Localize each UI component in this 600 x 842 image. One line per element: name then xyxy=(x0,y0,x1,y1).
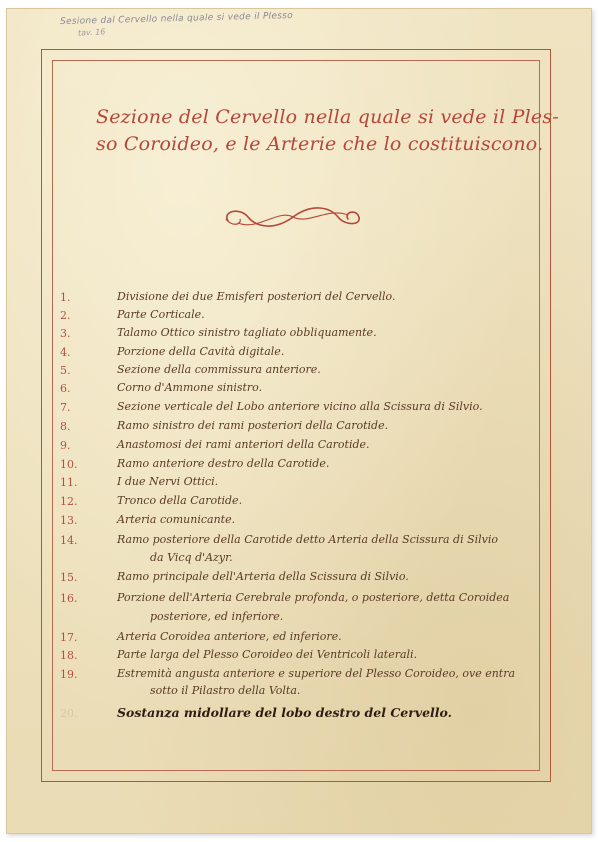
legend-item-text: Ramo posteriore della Carotide detto Arteria della Scissura di Silvio xyxy=(117,533,499,546)
legend-number: 2. xyxy=(60,309,71,322)
legend-item-text: Corno d'Ammone sinistro. xyxy=(117,381,263,394)
legend-item-text: Sezione verticale del Lobo anteriore vicino alla Scissura di Silvio. xyxy=(117,400,483,413)
legend-item-text: Ramo principale dell'Arteria della Scissura di Silvio. xyxy=(117,570,409,583)
legend-number: 12. xyxy=(60,495,78,508)
legend-item-continuation: da Vicq d'Azyr. xyxy=(150,551,233,564)
legend-number: 14. xyxy=(60,534,78,547)
pencil-annotation: Sesione dal Cervello nella quale si vede il Plesso xyxy=(59,10,294,28)
legend-item-text: Anastomosi dei rami anteriori della Carotide. xyxy=(117,438,370,451)
legend-number: 1. xyxy=(60,291,71,304)
legend-number: 8. xyxy=(60,420,71,433)
legend-item-continuation: sotto il Pilastro della Volta. xyxy=(150,684,301,697)
pencil-annotation-sub: tav. 16 xyxy=(77,27,106,38)
title-line-2: so Coroideo, e le Arterie che lo costituiscono. xyxy=(96,133,544,155)
legend-item-text: Ramo sinistro dei rami posteriori della Carotide. xyxy=(117,419,389,432)
legend-item-text: Estremità angusta anteriore e superiore del Plesso Coroideo, ove entra xyxy=(117,667,516,680)
legend-item-text: Sezione della commissura anteriore. xyxy=(117,363,321,376)
legend-number: 4. xyxy=(60,346,71,359)
legend-item-text: Divisione dei due Emisferi posteriori del Cervello. xyxy=(117,290,396,303)
legend-item-text: Arteria comunicante. xyxy=(117,513,236,526)
legend-number: 7. xyxy=(60,401,71,414)
legend-item-text: Talamo Ottico sinistro tagliato obbliquamente. xyxy=(117,326,377,339)
legend-number: 16. xyxy=(60,592,78,605)
title-line-1: Sezione del Cervello nella quale si vede il Ples- xyxy=(96,106,559,128)
legend-item-continuation: posteriore, ed inferiore. xyxy=(150,610,284,623)
legend-number: 19. xyxy=(60,668,78,681)
legend-item-text: Arteria Coroidea anteriore, ed inferiore. xyxy=(117,630,342,643)
legend-number: 13. xyxy=(60,514,78,527)
legend-item-text: Parte larga del Plesso Coroideo dei Ventricoli laterali. xyxy=(117,648,418,661)
legend-number: 18. xyxy=(60,649,78,662)
legend-number: 17. xyxy=(60,631,78,644)
legend-number: 20. xyxy=(60,707,78,720)
legend-item-text: I due Nervi Ottici. xyxy=(117,475,219,488)
legend-number: 11. xyxy=(60,476,78,489)
legend-item-text: Ramo anteriore destro della Carotide. xyxy=(117,457,330,470)
legend-item-text: Parte Corticale. xyxy=(117,308,205,321)
legend-number: 3. xyxy=(60,327,71,340)
legend-number: 9. xyxy=(60,439,71,452)
legend-item-text: Tronco della Carotide. xyxy=(117,494,243,507)
legend-number: 10. xyxy=(60,458,78,471)
legend-item-text: Porzione dell'Arteria Cerebrale profonda, o posteriore, detta Coroidea xyxy=(117,591,510,604)
legend-number: 6. xyxy=(60,382,71,395)
legend-number: 15. xyxy=(60,571,78,584)
legend-item-text: Sostanza midollare del lobo destro del Cervello. xyxy=(117,705,453,720)
legend-number: 5. xyxy=(60,364,71,377)
legend-item-text: Porzione della Cavità digitale. xyxy=(117,345,285,358)
